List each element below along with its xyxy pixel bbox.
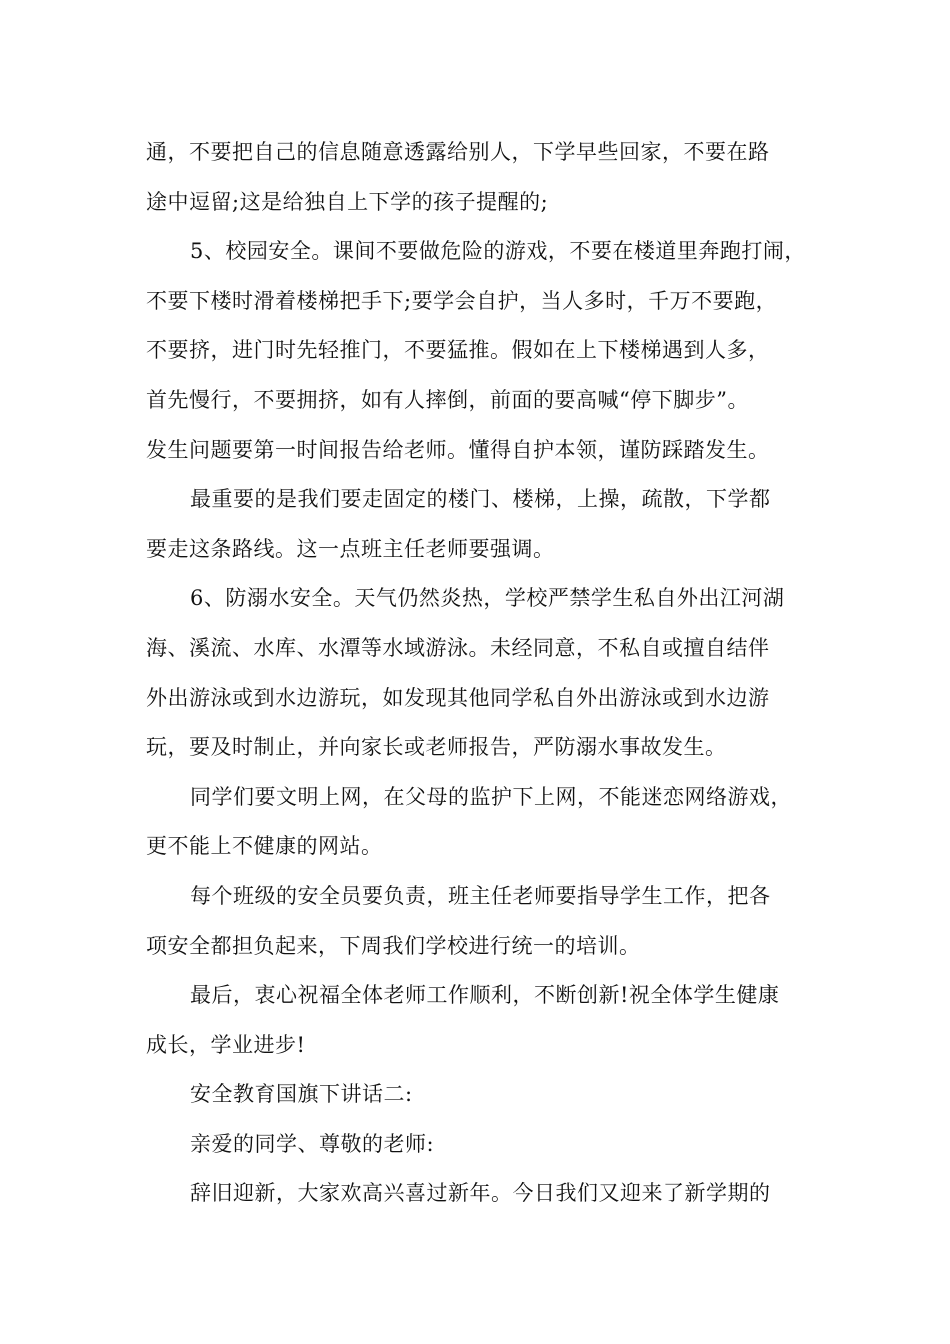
text-line: 外出游泳或到水边游玩，如发现其他同学私自外出游泳或到水边游 (146, 685, 770, 710)
text-line: 辞旧迎新，大家欢高兴喜过新年。今日我们又迎来了新学期的 (190, 1181, 771, 1206)
text-line: 6、防溺水安全。天气仍然炎热，学校严禁学生私自外出江河湖 (190, 586, 785, 611)
salutation: 亲爱的同学、尊敬的老师: (190, 1131, 435, 1156)
text-line: 首先慢行，不要拥挤，如有人摔倒，前面的要高喊“停下脚步”。 (146, 387, 749, 412)
text-line: 途中逗留;这是给独自上下学的孩子提醒的; (146, 189, 549, 214)
text-line: 项安全都担负起来，下周我们学校进行统一的培训。 (146, 933, 641, 958)
text-line: 要走这条路线。这一点班主任老师要强调。 (146, 536, 555, 561)
text-line: 不要下楼时滑着楼梯把手下;要学会自护，当人多时，千万不要跑， (146, 288, 778, 313)
text-line: 5、校园安全。课间不要做危险的游戏，不要在楼道里奔跑打闹， (190, 239, 806, 264)
text-line: 玩，要及时制止，并向家长或老师报告，严防溺水事故发生。 (146, 735, 727, 760)
text-line: 最后，衷心祝福全体老师工作顺利，不断创新!祝全体学生健康 (190, 983, 780, 1008)
text-line: 最重要的是我们要走固定的楼门、楼梯，上操，疏散，下学都 (190, 487, 771, 512)
section-heading: 安全教育国旗下讲话二: (190, 1082, 413, 1107)
text-line: 发生问题要第一时间报告给老师。懂得自护本领，谨防踩踏发生。 (146, 437, 770, 462)
text-line: 同学们要文明上网，在父母的监护下上网，不能迷恋网络游戏， (190, 784, 792, 809)
document-body (146, 128, 822, 1219)
text-line: 通，不要把自己的信息随意透露给别人，下学早些回家，不要在路 (146, 140, 770, 164)
text-line: 每个班级的安全员要负责，班主任老师要指导学生工作，把各 (190, 883, 771, 908)
text-line: 海、溪流、水库、水潭等水域游泳。未经同意，不私自或擅自结伴 (146, 635, 770, 660)
text-line: 更不能上不健康的网站。 (146, 834, 383, 859)
text-line: 不要挤，进门时先轻推门，不要猛推。假如在上下楼梯遇到人多， (146, 338, 770, 363)
text-line: 成长，学业进步! (146, 1032, 306, 1057)
